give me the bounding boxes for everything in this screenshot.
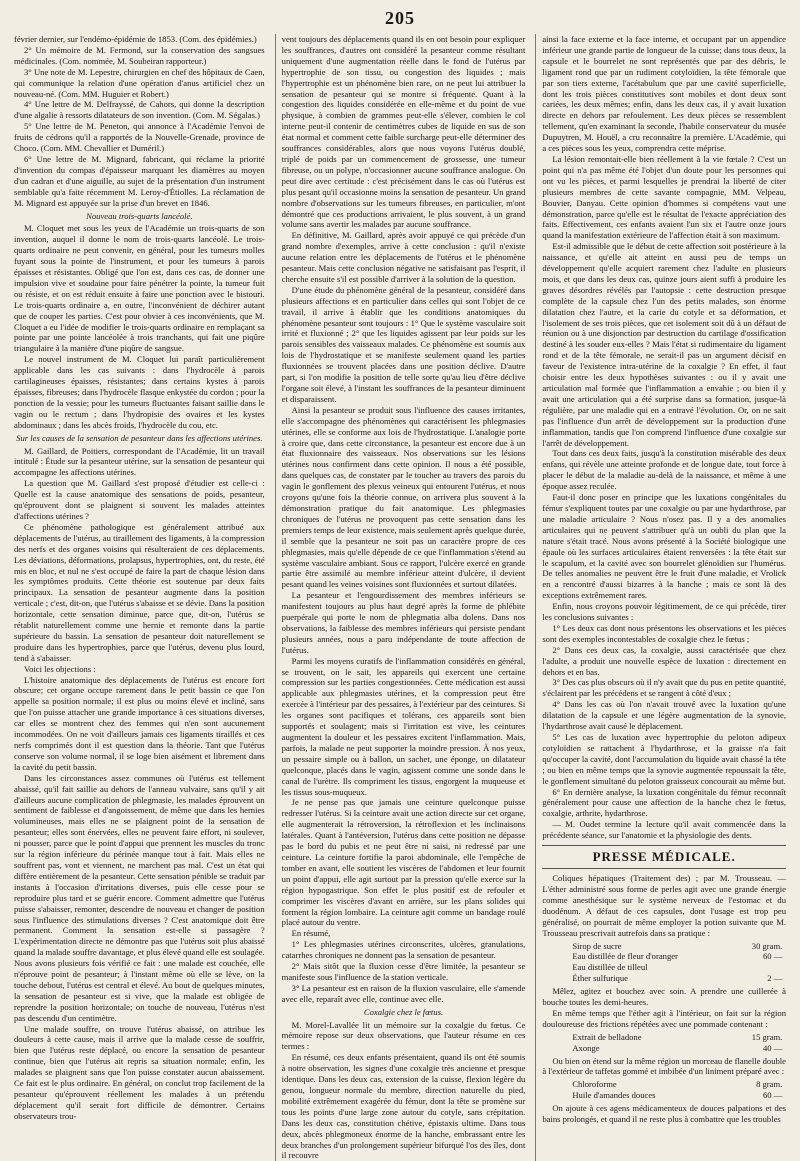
- paragraph: 6° Une lettre de M. Mignard, fabricant, qui réclame la priorité d'invention du compas d'épaisseur marquant les diamètres au moyen d'un cadran et d'une aiguille, au sujet de la présentation d'un instrument semblable qu'a faite récemment M. Leroy-d'Étiolles. La réclamation de M. Mignard est appuyée sur la prise d'un brevet en 1846.: [14, 153, 265, 208]
- paragraph: Dans les circonstances assez communes où l'utérus est tellement abaissé, qu'il fait saillie au dehors de l'anneau vulvaire, sans qu'il y ait d'ailleurs aucune complication de phlegmasie, les malades éprouvent un sentiment de faiblesse et d'angoissement, de même que dans les hernies volumineuses, mais elles ne se plaignent point de la sensation de pesanteur; elles sont énervées, elles ne peuvent faire effort, ni soulever, ni pousser, parce que le point d'appui que prennent les muscles du tronc sur la région inférieure du périnée manque tout à fait. Mais elles ne souffrent pas, vont et viennent, ne marchent pas mal. C'est un état qui diffère entièrement de la pesanteur. Cette sensation pénible se traduit par instants à l'occasion d'irritations diverses, puis elle cesse pour se reproduire plus tard et se guérir encore. Comment admettre que l'utérus puisse s'abaisser, remonter, descendre de nouveau et changer de position sous l'influence des stimulations diverses ? C'est anatomique doit être permanent. Comment la sensation est-elle si passagère ? L'expérimentation directe ne démontre pas que l'utérus soit plus abaissé quand la malade souffre davantage, et plus élevé quand elle est soulagée. Nous avons plusieurs fois vérifié ce fait : une malade est couchée, elle n'éprouve point de pesanteur; à l'instant même où elle se lève, on la touche debout, l'utérus est central et élevé. Au bout de quelques minutes, la sensation de pesanteur est si vive, que la malade est obligée de reprendre la position horizontale; on touche de nouveau, l'utérus n'est pas descendu d'un centimètre.: [14, 772, 265, 1023]
- paragraph: — M. Oudet termine la lecture qu'il avait commencée dans la précédente séance, sur l'anatomie et la physiologie des dents.: [542, 819, 786, 841]
- paragraph: 2° Dans ces deux cas, la coxalgie, aussi caractérisée que chez l'adulte, a produit une nouvelle espèce de luxation : directement en dehors et en bas.: [542, 644, 786, 677]
- column-2: [275, 34, 526, 1161]
- paragraph: En résumé, ces deux enfants présentaient, quand ils ont été soumis à notre observation, les signes d'une coxalgie très ancienne et presque identique. Dans les deux cas, extension de la cuisse, flexion légère du genou, longueur normale du membre, direction naturelle du pied, mobilité extrêmement exagérée du fémur, dont la tête se promène sur tous les points d'une large zone autour du cotyle, sans crépitation. Dans les deux cas, constitution chétive, épistaxis ultime. Dans tous deux, abcès phlegmoneux énorme de la hanche, embrassant entre les deux branches d'un prolongement supérieur bifurqué l'os des îles, dont il recouvre: [281, 1052, 526, 1161]
- paragraph: 5° Une lettre de M. Peneton, qui annonce à l'Académie l'envoi de fruits de cédrons qu'il a rapportés de la Nouvelle-Grenade, province de Choco. (Com. MM. Chevallier et Duméril.): [14, 121, 265, 154]
- paragraph: En même temps que l'éther agit à l'intérieur, on fait sur la région douloureuse des frictions répétées avec une pommade contenant :: [542, 1007, 786, 1029]
- paragraph: Coliques hépatiques (Traitement des) ; par M. Trousseau. — L'éther administré sous forme de perles agit avec une grande énergie comme anesthésique sur le système nerveux de l'estomac et du duodénum. A défaut de ces capsules, dont l'usage est trop peu généralisé, on pourrait de même employer la potion suivante que M. Trousseau prescrivait autrefois dans sa pratique :: [542, 873, 786, 938]
- prescription-line: Huile d'amandes douces 60 —: [572, 1090, 783, 1101]
- prescription-line: Extrait de belladone 15 gram.: [572, 1031, 783, 1042]
- paragraph: L'histoire anatomique des déplacements de l'utérus est encore fort obscure; cet organe occupe rarement dans le petit bassin ce que l'on appelle sa position normale; il est plus ou moins élevé et incliné, sans que l'on puisse attacher une grande importance à ces situations diverses, car elles se montrent chez des femmes qui n'en sont aucunement incommodées. On ne voit d'ailleurs jamais ces ligaments tiraillés et ces nerfs comprimés dont il est question dans la théorie. Tant que l'utérus conserve son volume normal, il se loge bien aisément et librement dans la cavité du petit bassin.: [14, 674, 265, 772]
- columns: [14, 34, 786, 1161]
- paragraph: Ainsi la pesanteur se produit sous l'influence des causes irritantes, elle s'accompagne des phénomènes qui caractérisent les phlegmasies utérines, elle se conforme aux lois de l'hydrostatique. L'analogie porte à croire que, dans cette circonstance, la pesanteur est encore due à un état fluxionnaire des vaisseaux. Nos observations sur les lésions utérines nous confirment dans cette opinion. Il nous a été possible, dans quelques cas, de constater par le toucher au travers des parois du vagin le gonflement des plexus veineux qui entourent l'utérus, et nous croyons qu'une fois la théorie connue, on arrivera plus souvent à la démonstration pratique du fait anatomique. Les phlegmasies chroniques de l'utérus ne provoquent pas cette sensation dans les premiers temps de leur existence, mais seulement après quelque durée, il semble que la pesanteur ne soit pas un caractère propre de ces phlegmasies, mais qu'elle dépende de ce que l'inflammation s'étend au système vasculaire ambiant. Sous ce rapport, l'ulcère exercé en grande partie être assimilé au membre inférieur atteint d'ulcère, il devient pesant quand les veines voisines sont fluxionnées et surtout dilatées.: [281, 404, 526, 590]
- prescription-3: [572, 1079, 786, 1101]
- column-1: [14, 34, 265, 1161]
- subheading: Nouveau trois-quarts lancéolé.: [86, 210, 193, 221]
- paragraph: Le nouvel instrument de M. Cloquet lui paraît particulièrement applicable dans les cas suivants : dans l'hydrocèle à parois cartilagineuses épaisses, résistantes; dans certains kystes à parois épaisses, fibreuses; dans l'hydrocèle flasque enkystée du cordon ; pour la ponction de la vessie; pour les tumeurs fluctuantes faisant saillie dans le vagin ou le rectum ; dans l'hydropisie des ovaires et les kystes abdominaux ; dans les abcès froids, l'hydrocèle du cou, etc.: [14, 354, 265, 430]
- paragraph: Tout dans ces deux faits, jusqu'à la constitution misérable des deux enfans, qui révèle une atteinte profonde et de longue date, tout force à placer le début de la maladie au-delà de la naissance, et même à une époque assez reculée.: [542, 448, 786, 492]
- paragraph: Ce phénomène pathologique est généralement attribué aux déplacements de l'utérus, au tiraillement des ligaments, à la compression des nerfs et des organes voisins qui résulteraient de ces déplacements. Les déviations, déformations, prolapsus, hypertrophies, ont, du reste, été mis en bloc, et nul ne s'est occupé de faire la part de chaque lésion dans les symptômes produits. Cette théorie est soutenue par deux faits principaux. La sensation de pesanteur augmente dans la position verticale ; c'est, dit-on, que l'utérus s'abaisse et se dévie. Dans la position horizontale, cette sensation diminue, parce que, dit-on, l'utérus se rétablit naturellement comme une hernie et remonte dans la partie supérieure du bassin. La sensation de pesanteur doit naturellement se produire dans les hypertrophies, parce que l'utérus, devenu plus lourd, tend à s'abaisser.: [14, 521, 265, 663]
- paragraph: Est-il admissible que le début de cette affection soit postérieure à la naissance, et qu'elle ait atteint en aussi peu de temps un développement qu'elle acquiert rarement chez l'adulte en plusieurs mois, et que dans les deux cas, quinze jours aient suffi à produire les graves désordres révélés par l'autopsie : cette destruction presque complète de la capsule chez l'un des petits malades, son énorme dilatation chez l'autre, et la carie du cotyle et sa déformation, et l'isolement de ses trois pièces, que cet isolement soit dû à un défaut de réunion ou à une disjonction par destruction du cartilage d'ossification destiné à les souder eux-elles ? Mais l'état si rudimentaire du ligament rond et de la tête fémorale, ne serait-il pas un argument décisif en faveur de l'existence intra-utérine de la coxalgie ? En effet, il faut choisir entre les deux hypothèses suivantes : ou il y avait une articulation mal formée que l'inflammation a envahie ; ou bien il y avait une articulation qui a été surprise dans sa formation, jusque-là régulière, par une maladie qui en a entravé l'évolution. Or, on ne sait pas l'influence d'un arrêt de développement sur la production d'une inflammation, tandis que l'on comprend l'influence d'une coxalgie sur l'arrêt de développement.: [542, 241, 786, 448]
- paragraph: On ajoute à ces agens médicamenteux de douces palpations et des bains prolongés, et quand il ne reste plus à combattre que les troubles: [542, 1103, 786, 1125]
- paragraph: La question que M. Gaillard s'est proposé d'étudier est celle-ci : Quelle est la cause anatomique des sensations de poids, pesanteur, qu'éprouvent dont se plaignent si souvent les malades atteintes d'affections utérines ?: [14, 478, 265, 521]
- paragraph: ainsi la face externe et la face interne, et occupant par un appendice inférieur une grande partie de longueur de la cuisse; dans tous deux, la capsule et le bourrelet ne sont représentés que par des débris, le ligament rond que par un rudiment cotyloïdien, la tête fémorale que par son tiers externe, l'acétabulum que par une cavité superficielle, dont les trois pièces constitutives sont mobiles et dont deux sont cariées, les deux mêmes; enfin, dans les deux cas, il y avait luxation directe en dehors par refoulement. Les deux pièces se ressemblent tellement, qu'en examinant la seconde, l'habile conservateur du musée Dupuytren, M. Houël, a cru reconnaître la première. L'Académie, qui a ces pièces sous les yeux, comprendra cette méprise.: [542, 34, 786, 154]
- paragraph: 4° Une lettre de M. Delfrayssé, de Cahors, qui donne la description d'une algalie à ressorts dilatateurs de son invention. (Com. M. Ségalas.): [14, 99, 265, 121]
- paragraph: Mêlez, agitez et bouchez avec soin. A prendre une cuillerée à bouche toutes les demi-heures.: [542, 986, 786, 1008]
- prescription-2: [572, 1032, 786, 1054]
- paragraph: Voici les objections :: [24, 663, 96, 674]
- prescription-line: Eau distillée de tilleul: [572, 962, 648, 973]
- paragraph: 2° Un mémoire de M. Fermond, sur la conservation des sangsues médicinales. (Com. nommée, M. Soubeiran rapporteur.): [14, 44, 265, 66]
- paragraph: 4° Dans les cas où l'on n'avait trouvé avec la luxation qu'une dilatation de la capsule et une légère augmentation de la synovie, l'hydarthrose avait causé le déplacement.: [542, 699, 786, 732]
- paragraph: La pesanteur et l'engourdissement des membres inférieurs se manifestent toujours au plus haut degré après la forme de phlébite puerpérale qui porte le nom de phlegmatia alba dolens. Dans nos observations, la faiblesse des membres inférieurs qui persiste pendant plusieurs années, nous a paru indépendante de toute affection de l'utérus.: [281, 590, 526, 655]
- paragraph: Je ne pense pas que jamais une ceinture quelconque puisse redresser l'utérus. Si la ceinture avait une action directe sur cet organe, elle augmenterait la rétroversion, la rétroflexion et les inclinaisons latérales. Quant à l'antéversion, l'utérus dans cette position ne dépasse pas le bord du pubis et ne peut être ni saisi, ni redressé par une ceinture. La ceinture fortifie la paroi abdominale, elle l'empêche de tomber en avant, elle soutient les viscères de l'abdomen et leur fournit un point d'appui, elle agit surtout par la pression qu'elle exerce sur la région hypogastrique. Son effet le plus positif est de refouler et comprimer les viscères d'avant en arrière, sur les plans solides qui forment la région lombaire. La ceinture agit comme un bandage roulé placé autour du ventre.: [281, 797, 526, 928]
- paragraph: D'une étude du phénomène général de la pesanteur, considéré dans plusieurs affections et en particulier dans celles qui sont l'objet de ce travail, il arrive à établir que les conditions anatomiques du phénomène pesanteur sont toujours : 1° Que le système vasculaire soit irrité et fluxionné ; 2° que les liquides agissent par leur poids sur les parois sensibles des vaisseaux malades. Ce phénomène est soumis aux lois de l'hydrostatique et se manifeste seulement quand les parties fluxionnées se trouvent placées dans une position déclive. D'autre part, si l'on modifie la position de telle sorte qu'au lieu d'être déclive l'organe soit élevé, à l'instant les souffrances de la pesanteur diminuent et disparaissent.: [281, 284, 526, 404]
- section-title: PRESSE MÉDICALE.: [542, 845, 786, 869]
- paragraph: En résumé,: [291, 928, 331, 939]
- prescription-line: Axonge 40 —: [572, 1042, 783, 1053]
- prescription-line: Sirop de sucre 30 gram.: [572, 940, 783, 951]
- paragraph: 6° En dernière analyse, la luxation congénitale du fémur reconnaît généralement pour cause une affection de la hanche chez le fœtus, coxalgie, arthrite, hydarthrose.: [542, 786, 786, 819]
- paragraph: Une malade souffre, on trouve l'utérus abaissé, on attribue les douleurs à cette cause, mais il arrive que la malade cesse de souffrir, bien que l'utérus reste déplacé, ou encore la sensation de pesanteur continue, bien que l'utérus ait repris sa situation normale; enfin, les malades se plaignent sans que l'on puisse constater aucun abaissement. Ce fait est le plus ordinaire. En général, on conclut trop facilement de la pesanteur qu'éprouvent réellement les malades à un prétendu déplacement qu'il serait fort difficile de démontrer. Certains observateurs trou-: [14, 1023, 265, 1121]
- prescription-line: Éther sulfurique 2 —: [572, 973, 783, 984]
- paragraph: M. Cloquet met sous les yeux de l'Académie un trois-quarts de son invention, auquel il donne le nom de trois-quarts lancéolé. Le trois-quarts ordinaire ne peut convenir, en général, pour les tumeurs molles fuyant sous la pointe de l'instrument, et pour les tumeurs à parois épaisses et résistantes. Obligé que l'on est, dans ces cas, de donner une impulsion vive et soudaine pour faire pénétrer la pointe, la tumeur fuit ou résiste, et on est réduit ensuite à faire une ponction avec le bistouri. Le trois-quarts ordinaire a, en outre, l'inconvénient de déchirer autant que de couper les parties. C'est pour obvier à ces inconvénients, que M. Cloquet a eu l'idée de modifier le trois-quarts ordinaire en remplaçant sa pointe par une pointe lancéolée à trois tranchants, qui fait une piqûre triangulaire à la manière d'une piqûre de sangsue.: [14, 223, 265, 354]
- paragraph: 3° La pesanteur est en raison de la fluxion vasculaire, elle s'amende avec elle, reparaît avec elle, continue avec elle.: [281, 982, 526, 1004]
- paragraph: M. Morel-Lavallée lit un mémoire sur la coxalgie du fœtus. Ce mémoire repose sur deux observations, que l'auteur résume en ces termes :: [281, 1019, 526, 1052]
- paragraph: 1° Les deux cas dont nous présentons les observations et les pièces sont des exemples incontestables de coxalgie chez le fœtus ;: [542, 622, 786, 644]
- paragraph: M. Gaillard, de Poitiers, correspondant de l'Académie, lit un travail intitulé : Étude sur la pesanteur utérine, sur la sensation de pesanteur qui accompagne les affections utérines.: [14, 445, 265, 478]
- paragraph: 3° Des cas plus obscurs où il n'y avait que du pus en petite quantité, s'éclairent par les précédens et se rangent à côté d'eux ;: [542, 677, 786, 699]
- prescription-line: Chloroforme 8 gram.: [572, 1079, 783, 1090]
- paragraph: Parmi les moyens curatifs de l'inflammation considérés en général, se trouvent, on le sait, les appareils qui exercent une certaine compression sur les parties congestionnées. Cette médication est aussi applicable aux phlegmasies utérines, et la compression peut être exercée à l'intérieur par des pessaires, à l'extérieur par des ceintures. Si les organes sont pacifiques et tolérans, ces appareils sont bien supportés et soulagent; mais si l'irritation est vive, les ceintures augmentent la douleur et les pessaires excitent l'inflammation. Mais, parfois, la malade ne peut supporter la moindre pression. À nos yeux, un pessaire simple ou à ballon, un sachet, une éponge, un dilatateur quelconque, placés dans le vagin, agissent comme une sonde dans le canal de l'urètre. Ils compriment les tissus, engorgent la muqueuse et les tissus sous-muqueux.: [281, 655, 526, 797]
- subheading: Sur les causes de la sensation de pesanteur dans les affections utérines.: [16, 432, 263, 443]
- paragraph: février dernier, sur l'endémo-épidémie de 1853. (Com. des épidémies.): [14, 34, 257, 44]
- subheading: Coxalgie chez le fœtus.: [363, 1006, 444, 1017]
- paragraph: En définitive, M. Gaillard, après avoir appuyé ce qui précède d'un grand nombre d'exemples, arrive à cette conclusion : qu'il n'existe aucune relation entre les déplacements de l'utérus et le phénomène pesanteur. Mais cette conclusion négative ne satisfaisant pas l'esprit, il cherche ensuite s'il est possible d'arriver à la solution de la question.: [281, 230, 526, 284]
- paragraph: Ou bien on étend sur la même région un morceau de flanelle double à l'extérieur de taffetas gommé et imbibée d'un liniment préparé avec :: [542, 1055, 786, 1077]
- prescription-line: Eau distillée de fleur d'oranger 60 —: [572, 951, 783, 962]
- paragraph: 5° Les cas de luxation avec hypertrophie du peloton adipeux cotyloïdien se rattachent à l'hydarthrose, et la graisse n'a fait qu'occuper la cavité, dont l'accumulation du liquide avait chassé la tête ; ou bien en même temps que la synovie augmentée repoussait la tête, le gonflement simultané du peloton graisseux concourait au même but.: [542, 732, 786, 786]
- paragraph: Faut-il donc poser en principe que les luxations congénitales du fémur s'expliquent toutes par une coxalgie ou par une hydarthrose, par une maladie articulaire ? Nous n'osez pas. Il y a des anomalies articulaires qui ne peuvent s'attribuer qu'à un oubli du plan que la nature s'était tracé. Nous avons présenté à la Société biologique une épaule où les surfaces articulaires étaient renversées : la tête était sur le scapulum, et la cavité avec son bourrelet glénoïdien sur l'humérus. De telles anomalies ne peuvent être le fruit d'une maladie, et Vrolick en a rencontré d'aussi bizarres à la hanche ; mais ce sont là des exceptions extrêmement rares.: [542, 492, 786, 601]
- paragraph: 2° Mais sitôt que la fluxion cesse d'être limitée, la pesanteur se manifeste sous l'influence de la station verticale.: [281, 961, 526, 982]
- prescription-1: [572, 941, 786, 985]
- paragraph: vent toujours des déplacements quand ils en ont besoin pour expliquer les souffrances, d'autres ont considéré la pesanteur comme résultant uniquement d'une augmentation réelle dans le fond de l'utérus par hypertrophie de son tissu, ou congestion des liquides ; mais l'hypertrophie est un phénomène bien rare, on ne peut lui attribuer la sensation de pesanteur qui se montre si fréquente. Quant à la congestion des liquides considérée en elle-même et du point de vue physique, à combien de grammes peut-elle s'élever, combien le col interne peut-il contenir de centimètres cubes de liquide en sus de son état normal et comment cette faible surcharge peut-elle déterminer des souffrances considérables, alors que nous voyons l'utérus doublé, triplé de poids par un commencement de grossesse, une tumeur fibreuse, ou un polype, n'occasionner aucune souffrance analogue. On peut dire avec certitude : c'est précisément dans le cas où l'utérus est plus pesant qu'il occasionne moins la sensation de pesanteur. Un grand nombre d'observations sur les tumeurs fibreuses, en particulier, m'ont démontré que ces productions arrivaient, le plus souvent, à un grand volume sans avertir les malades par aucune souffrance.: [281, 34, 526, 230]
- newspaper-page: [14, 8, 786, 1161]
- paragraph: 1° Les phlegmasies utérines circonscrites, ulcères, granulations, catarrhes chroniques ne donnent pas la sensation de pesanteur.: [281, 939, 526, 961]
- paragraph: La lésion remontait-elle bien réellement à la vie fœtale ? C'est un point qui n'a pas même été l'objet d'un doute pour les personnes qui ont vu les pièces, et parmi lesquelles je prendrai la liberté de citer plusieurs membres de cette savante compagnie, MM. Velpeau, Bouvier, Danyau. Cette opinion d'hommes si compétens vaut une démonstration, parce qu'elle est le résultat de l'exacte appréciation des faits. Effectivement, ces enfants avaient l'un six et l'autre onze jours quand la manifestation extérieure de l'affection était à son maximum.: [542, 153, 786, 241]
- paragraph: 3° Une note de M. Lepestre, chirurgien en chef des hôpitaux de Caen, qui communique la relation d'une opération d'anus artificiel chez un nouveau-né. (Com. MM. Huguier et Robert.): [14, 66, 265, 99]
- page-number: 205: [385, 8, 415, 28]
- paragraph: Enfin, nous croyons pouvoir légitimement, de ce qui précède, tirer les conclusions suivantes :: [542, 601, 786, 623]
- column-3: [535, 34, 786, 1161]
